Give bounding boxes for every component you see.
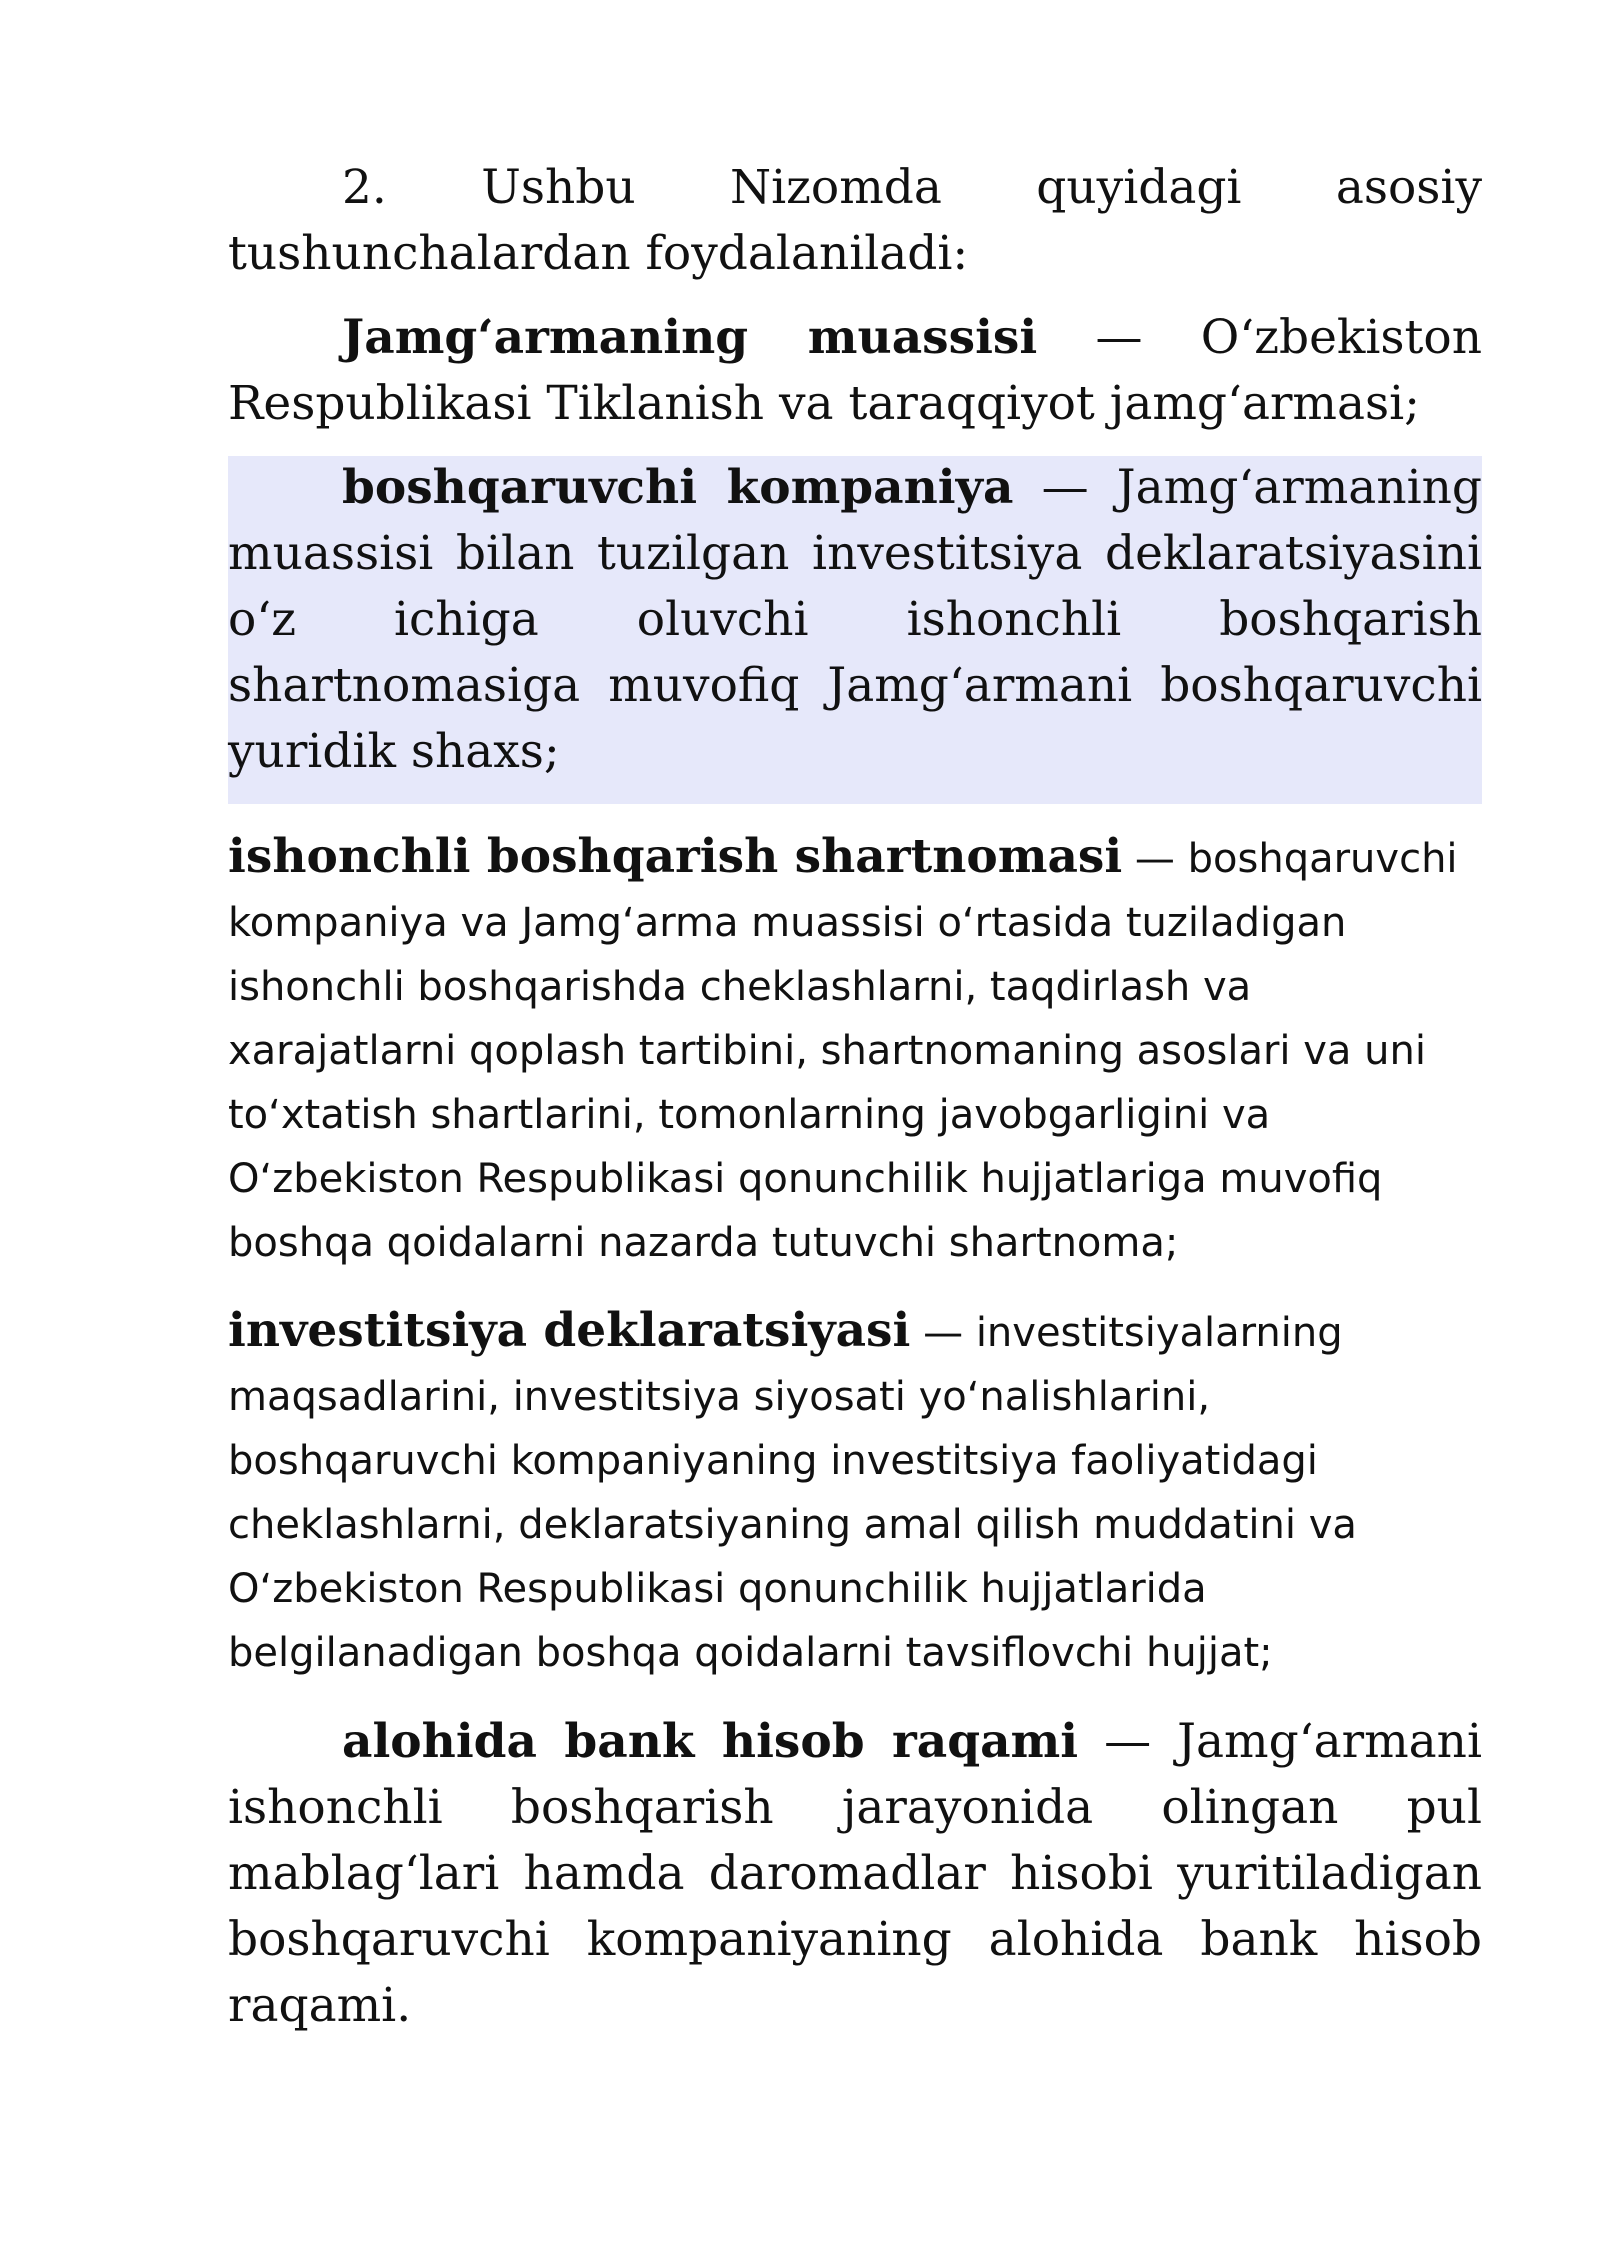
intro-paragraph [228,155,1482,287]
definition-founder [228,305,1482,437]
dash: — [910,1310,976,1356]
dash: — [1013,460,1117,515]
definition-text: Jamg‘armaning muassisi bilan tuzilgan investitsiya deklaratsiyasini o‘z ichiga oluvchi ishonchli boshqarish shartnomasiga muvofiq Jamg‘armani boshqaruvchi yuridik shaxs; [228,460,1482,779]
term-bank-account: alohida bank hisob raqami [342,1714,1079,1769]
term-founder: Jamg‘armaning muassisi [342,310,1038,365]
term-management-company: boshqaruvchi kompaniya [342,460,1014,515]
definition-bank-account [228,1709,1482,2039]
definition-investment-declaration [228,1299,1482,1685]
term-investment-declaration: investitsiya deklaratsiyasi [228,1303,911,1358]
definition-management-company [228,455,1482,785]
definition-text: boshqaruvchi kompaniya va Jamg‘arma muassisi o‘rtasida tuziladigan ishonchli boshqarishda cheklashlarni, taqdirlash va xarajatlarni qoplash tartibini, shartnomaning asoslari va uni to‘xtatish shartlarini, tomonlarning javobgarligini va O‘zbekiston Respublikasi qonunchilik hujjatlariga muvofiq boshqa qoidalarni nazarda tutuvchi shartnoma; [228,836,1458,1266]
dash: — [1078,1714,1178,1769]
definition-trust-agreement [228,825,1482,1275]
dash: — [1037,310,1201,365]
term-trust-agreement: ishonchli boshqarish shartnomasi [228,829,1123,884]
definition-text: O‘zbekiston Respublikasi Tiklanish va taraqqiyot jamg‘armasi; [228,310,1482,431]
definition-text: Jamg‘armani ishonchli boshqarish jarayonida olingan pul mablag‘lari hamda daromadlar hisobi yuritiladigan boshqaruvchi kompaniyaning alohida bank hisob raqami. [228,1714,1482,2033]
intro-text: 2. Ushbu Nizomda quyidagi asosiy tushunchalardan foydalaniladi: [228,160,1482,281]
dash: — [1122,836,1188,882]
definition-text: investitsiyalarning maqsadlarini, investitsiya siyosati yo‘nalishlarini, boshqaruvchi kompaniyaning investitsiya faoliyatidagi cheklashlarni, deklaratsiyaning amal qilish muddatini va O‘zbekiston Respublikasi qonunchilik hujjatlarida belgilanadigan boshqa qoidalarni tavsiflovchi hujjat; [228,1310,1357,1676]
